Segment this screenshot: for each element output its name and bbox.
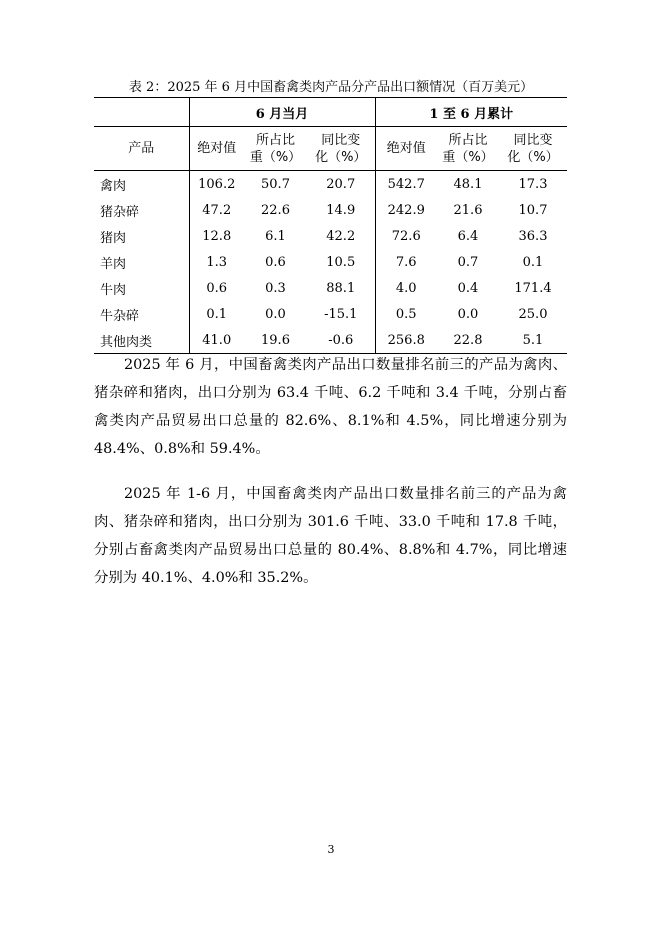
col-header-june-yoy: 同比变 化（%） — [307, 127, 375, 171]
cell-june-absolute: 106.2 — [189, 171, 244, 198]
cell-june-share: 0.0 — [265, 306, 286, 322]
page-number: 3 — [327, 843, 335, 856]
table-row — [94, 275, 567, 301]
cell-june-absolute: 47.2 — [189, 197, 244, 223]
cell-june-yoy: 42.2 — [326, 228, 356, 244]
cell-june-absolute: 12.8 — [189, 223, 244, 249]
cell-cum-share: 0.0 — [457, 306, 479, 322]
group-header-row — [94, 98, 567, 127]
cell-cum-absolute: 7.6 — [375, 249, 437, 275]
cell-cum-absolute: 0.5 — [375, 301, 437, 327]
table-row — [94, 223, 567, 249]
cell-june-absolute: 41.0 — [189, 327, 244, 354]
cell-cum-share: 0.4 — [457, 280, 479, 296]
cell-cum-absolute: 4.0 — [375, 275, 437, 301]
row-product-name: 猪肉 — [100, 230, 127, 246]
table-row — [94, 197, 567, 223]
cell-june-share: 22.6 — [261, 202, 290, 218]
cell-cum-yoy: 17.3 — [518, 176, 548, 192]
col-header-cum-absolute: 绝对值 — [375, 127, 437, 171]
group-header-june: 6 月当月 — [189, 98, 375, 127]
cell-june-yoy: 10.5 — [326, 254, 356, 270]
row-product-name: 其他肉类 — [94, 327, 189, 354]
export-table — [94, 97, 567, 354]
cell-cum-share: 6.4 — [457, 228, 479, 244]
col-header-june-absolute: 绝对值 — [189, 127, 244, 171]
cell-june-absolute: 0.1 — [189, 301, 244, 327]
table-row — [94, 249, 567, 275]
cell-cum-share: 48.1 — [453, 176, 483, 192]
table-row — [94, 171, 567, 198]
cell-cum-yoy: 36.3 — [518, 228, 548, 244]
table-row — [94, 327, 567, 354]
cell-june-yoy: 88.1 — [326, 280, 356, 296]
cell-cum-absolute: 242.9 — [375, 197, 437, 223]
row-product-name: 猪杂碎 — [100, 204, 140, 220]
table-caption: 表 2：2025 年 6 月中国畜禽类肉产品分产品出口额情况（百万美元） — [128, 80, 534, 95]
row-product-name: 牛肉 — [100, 282, 127, 298]
cell-cum-yoy: 5.1 — [499, 327, 567, 354]
cell-cum-yoy: 0.1 — [522, 254, 544, 270]
cell-cum-share: 22.8 — [437, 327, 499, 354]
cell-june-share: 0.3 — [265, 280, 286, 296]
cell-june-share: 50.7 — [261, 176, 290, 192]
row-product-name: 羊肉 — [100, 256, 127, 272]
cell-june-yoy: 20.7 — [326, 176, 356, 192]
row-product-name: 禽肉 — [100, 178, 127, 194]
column-header-row — [94, 127, 567, 171]
group-header-cumulative: 1 至 6 月累计 — [375, 98, 567, 127]
cell-cum-yoy: 171.4 — [514, 280, 552, 296]
col-header-product: 产品 — [94, 127, 189, 171]
row-product-name: 牛杂碎 — [100, 308, 140, 324]
cell-june-share: 19.6 — [244, 327, 307, 354]
cell-cum-yoy: 25.0 — [518, 306, 548, 322]
cell-june-absolute: 1.3 — [189, 249, 244, 275]
cell-cum-absolute: 256.8 — [375, 327, 437, 354]
paragraph-june: 2025 年 6 月，中国畜禽类肉产品出口数量排名前三的产品为禽肉、猪杂碎和猪肉，出口分别为 63.4 千吨、6.2 千吨和 3.4 千吨，分别占畜禽类肉产品贸易出口总量的 82.6%、8.1%和 4.5%，同比增速分别为 48.4%、0.8%和 59.4%。 — [94, 357, 567, 457]
cell-cum-share: 0.7 — [457, 254, 479, 270]
cell-cum-absolute: 72.6 — [375, 223, 437, 249]
col-header-cum-share: 所占比 重（%） — [437, 127, 499, 171]
col-header-cum-yoy: 同比变 化（%） — [499, 127, 567, 171]
cell-june-share: 0.6 — [265, 254, 286, 270]
table-row — [94, 301, 567, 327]
cell-cum-yoy: 10.7 — [518, 202, 548, 218]
col-header-june-share: 所占比 重（%） — [244, 127, 307, 171]
cell-cum-share: 21.6 — [453, 202, 483, 218]
cell-june-yoy: -0.6 — [307, 327, 375, 354]
cell-june-share: 6.1 — [265, 228, 286, 244]
group-header-empty — [94, 98, 189, 127]
cell-june-absolute: 0.6 — [189, 275, 244, 301]
cell-june-yoy: -15.1 — [324, 306, 358, 322]
paragraph-jan-june: 2025 年 1-6 月，中国畜禽类肉产品出口数量排名前三的产品为禽肉、猪杂碎和猪肉，出口分别为 301.6 千吨、33.0 千吨和 17.8 千吨，分别占畜禽类肉产品贸易出口总量的 80.4%、8.8%和 4.7%，同比增速分别为 40.1%、4.0%和 35.2%。 — [94, 486, 567, 586]
cell-june-yoy: 14.9 — [326, 202, 356, 218]
cell-cum-absolute: 542.7 — [375, 171, 437, 198]
